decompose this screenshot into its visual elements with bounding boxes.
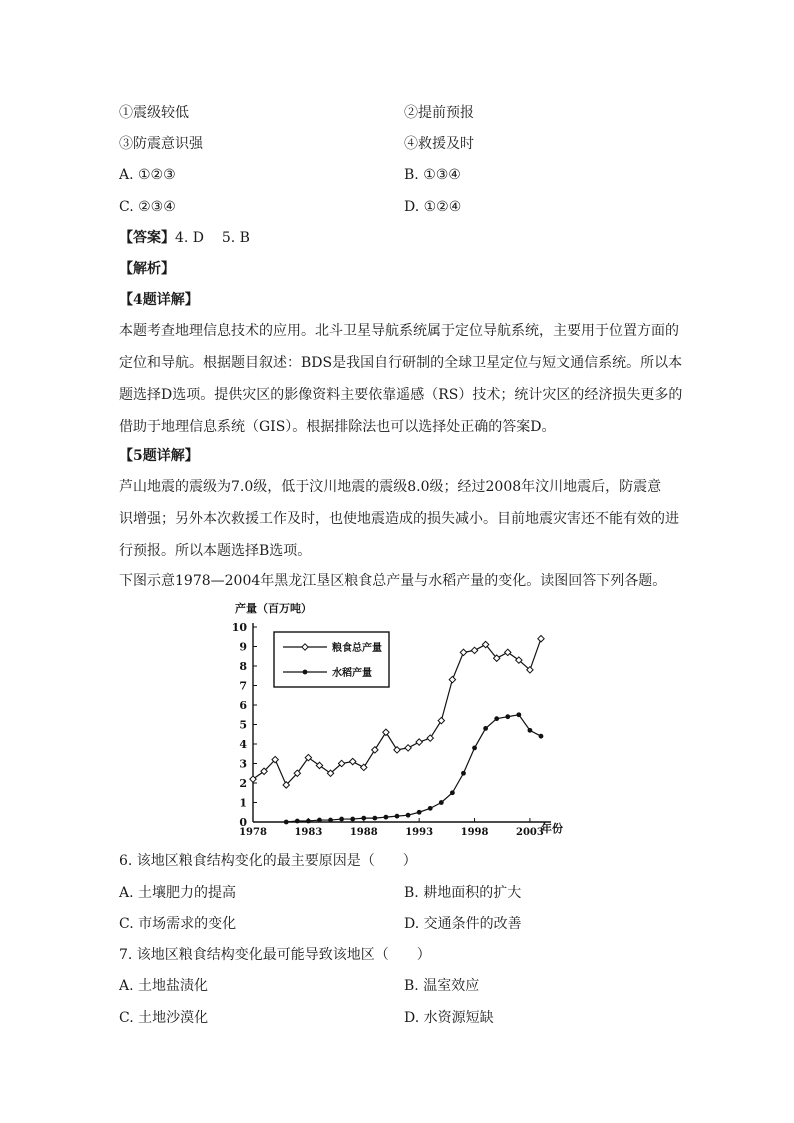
data-point-total-grain — [471, 647, 477, 653]
data-point-rice — [461, 771, 466, 776]
q4-detail-label: 【4题详解】 — [119, 292, 199, 308]
y-tick-label: 7 — [239, 679, 247, 693]
data-point-rice — [350, 817, 355, 822]
q5-line: 行预报。所以本题选择B选项。 — [119, 543, 312, 559]
data-point-rice — [361, 816, 366, 821]
data-point-rice — [395, 814, 400, 819]
analysis-label: 【解析】 — [119, 261, 175, 277]
legend-label-total-grain: 粮食总产量 — [332, 643, 382, 654]
data-point-rice — [528, 728, 533, 733]
q7-choice-d: D. 水资源短缺 — [404, 1010, 494, 1026]
x-tick-label: 1998 — [460, 827, 489, 838]
data-point-rice — [505, 714, 510, 719]
x-axis-title: 年份 — [541, 822, 563, 835]
data-point-total-grain — [405, 745, 411, 751]
data-point-rice — [428, 806, 433, 811]
data-point-rice — [539, 734, 544, 739]
answer-label: 【答案】 — [119, 230, 175, 246]
data-point-total-grain — [449, 676, 455, 682]
data-point-total-grain — [349, 758, 355, 764]
data-point-total-grain — [427, 735, 433, 741]
data-point-total-grain — [361, 764, 367, 770]
data-point-total-grain — [460, 649, 466, 655]
y-tick-label: 3 — [239, 757, 247, 771]
q4-line: 定位和导航。根据题目叙述：BDS是我国自行研制的全球卫星定位与短文通信系统。所以本 — [119, 355, 683, 371]
data-point-rice — [339, 817, 344, 822]
q4-line: 题选择D选项。提供灾区的影像资料主要依靠遥感（RS）技术；统计灾区的经济损失更多的 — [119, 387, 683, 403]
production-line-chart — [229, 600, 599, 840]
q7-stem: 7. 该地区粮食结构变化最可能导致该地区（ ） — [119, 947, 431, 963]
x-tick-label: 1983 — [294, 827, 323, 838]
data-point-total-grain — [538, 636, 544, 642]
data-point-rice — [306, 819, 311, 824]
data-point-rice — [472, 746, 477, 751]
data-point-rice — [439, 800, 444, 805]
data-point-rice — [516, 712, 521, 717]
choice-a: A. ①②③ — [119, 167, 176, 183]
data-point-total-grain — [372, 747, 378, 753]
q5-detail-text — [119, 471, 677, 567]
chart-intro: 下图示意1978—2004年黑龙江垦区粮食总产量与水稻产量的变化。读图回答下列各题。 — [119, 573, 667, 589]
data-point-rice — [295, 819, 300, 824]
y-tick-label: 9 — [239, 640, 247, 654]
y-tick-label: 0 — [239, 816, 247, 829]
answer-value: 4. D 5. B — [175, 230, 250, 246]
q6-choice-a: A. 土壤肥力的提高 — [119, 885, 237, 901]
data-point-rice — [450, 790, 455, 795]
data-point-total-grain — [383, 729, 389, 735]
choice-b: B. ①③④ — [404, 167, 461, 183]
x-tick-label: 1988 — [349, 827, 378, 838]
q7-choice-a: A. 土地盐渍化 — [119, 978, 209, 994]
y-tick-label: 4 — [239, 738, 247, 751]
y-tick-label: 5 — [239, 718, 247, 732]
y-tick-label: 2 — [239, 777, 247, 790]
data-point-rice — [328, 818, 333, 823]
data-point-rice — [417, 810, 422, 815]
q4-line: 本题考查地理信息技术的应用。北斗卫星导航系统属于定位导航系统，主要用于位置方面的 — [119, 323, 679, 339]
data-point-rice — [406, 813, 411, 818]
q6-choice-c: C. 市场需求的变化 — [119, 916, 237, 932]
q4-detail-text — [119, 315, 683, 443]
x-tick-label: 1993 — [405, 827, 434, 838]
q6-choice-d: D. 交通条件的改善 — [404, 916, 522, 932]
data-point-total-grain — [416, 739, 422, 745]
y-tick-label: 10 — [231, 621, 247, 634]
q4-line: 借助于地理信息系统（GIS）。根据排除法也可以选择处正确的答案D。 — [119, 419, 556, 435]
data-point-rice — [494, 716, 499, 721]
q6-choice-b: B. 耕地面积的扩大 — [404, 885, 522, 901]
data-point-total-grain — [438, 717, 444, 723]
x-tick-label: 1978 — [239, 827, 267, 838]
option-1: ①震级较低 — [119, 105, 189, 121]
data-point-total-grain — [394, 747, 400, 753]
choice-c: C. ②③④ — [119, 199, 176, 215]
option-4: ④救援及时 — [404, 136, 474, 152]
data-point-rice — [372, 816, 377, 821]
q5-line: 识增强；另外本次救援工作及时，也使地震造成的损失减小。目前地震灾害还不能有效的进 — [119, 511, 679, 527]
legend-marker-rice — [303, 670, 308, 675]
option-2: ②提前预报 — [404, 105, 474, 121]
q7-choice-b: B. 温室效应 — [404, 978, 480, 994]
answer-line — [119, 228, 250, 248]
legend-label-rice: 水稻产量 — [332, 668, 372, 679]
data-point-rice — [284, 820, 289, 825]
data-point-rice — [384, 815, 389, 820]
y-axis-title: 产量（百万吨） — [235, 602, 312, 615]
x-tick-label: 2003 — [516, 827, 544, 838]
y-tick-label: 6 — [239, 699, 247, 712]
q5-detail-label: 【5题详解】 — [119, 448, 199, 464]
y-tick-label: 8 — [239, 660, 247, 673]
data-point-rice — [483, 726, 488, 731]
option-3: ③防震意识强 — [119, 136, 203, 152]
q6-stem: 6. 该地区粮食结构变化的最主要原因是（ ） — [119, 853, 417, 869]
q5-line: 芦山地震的震级为7.0级，低于汶川地震的震级8.0级；经过2008年汶川地震后，防震意 — [119, 479, 662, 495]
data-point-rice — [317, 818, 322, 823]
choice-d: D. ①②④ — [404, 199, 462, 215]
q7-choice-c: C. 土地沙漠化 — [119, 1010, 209, 1026]
y-tick-label: 1 — [239, 796, 247, 810]
